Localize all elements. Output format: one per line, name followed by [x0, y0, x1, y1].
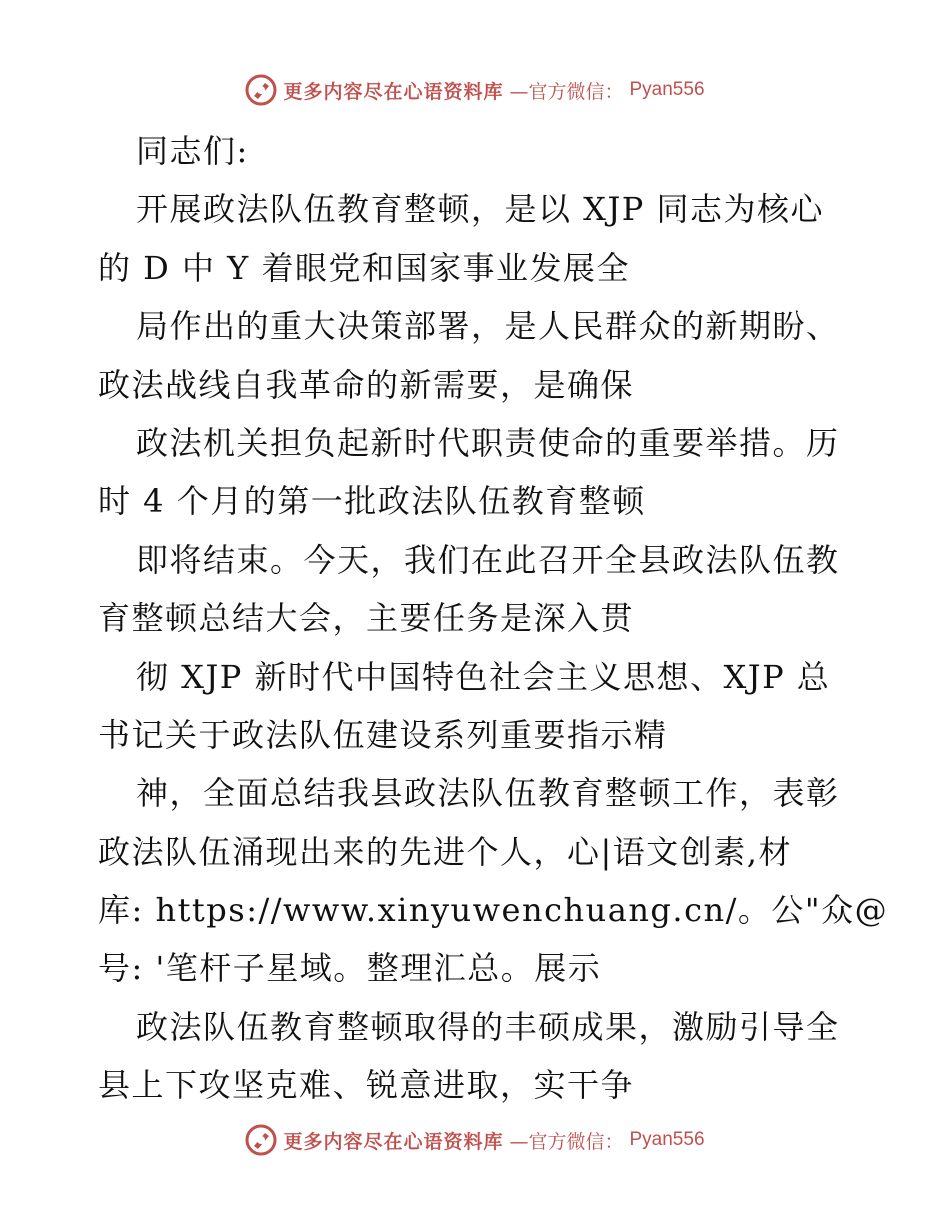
text-line: 同志们: — [136, 132, 249, 170]
watermark-id-text: Pyan556 — [629, 1129, 705, 1150]
watermark-sub-text: —官方微信： — [509, 80, 624, 103]
text-line: 开展政法队伍教育整顿，是以 XJP 同志为核心 — [136, 190, 824, 229]
watermark-sub-text: —官方微信： — [509, 1130, 624, 1153]
text-line: 书记关于政法队伍建设系列重要指示精 — [98, 715, 668, 754]
text-line: 时 4 个月的第一批政法队伍教育整顿 — [98, 482, 646, 521]
watermark-main-text: 更多内容尽在心语资料库 — [283, 1130, 504, 1153]
text-line: 县上下攻坚克难、锐意进取，实干争 — [98, 1066, 635, 1105]
text-line: 即将结束。今天，我们在此召开全县政法队伍教 — [136, 540, 840, 579]
text-line: 库: https://www.xinyuwenchuang.cn/。公"众@ — [98, 891, 889, 930]
document-body — [98, 122, 889, 1115]
logo-icon — [245, 74, 277, 106]
text-line: 的 D 中 Y 着眼党和国家事业发展全 — [98, 248, 630, 287]
text-line: 政法队伍涌现出来的先进个人，心|语文创素,材 — [98, 832, 792, 871]
text-line: 彻 XJP 新时代中国特色社会主义思想、XJP 总 — [136, 657, 831, 696]
text-line: 政法机关担负起新时代职责使命的重要举措。历 — [136, 423, 840, 462]
watermark-main-text: 更多内容尽在心语资料库 — [283, 80, 504, 103]
header-watermark — [0, 74, 950, 106]
text-line: 神，全面总结我县政法队伍教育整顿工作，表彰 — [136, 774, 840, 813]
footer-watermark — [0, 1124, 950, 1156]
text-line: 局作出的重大决策部署，是人民群众的新期盼、 — [136, 307, 840, 346]
text-line: 号: '笔杆子星域。整理汇总。展示 — [98, 949, 602, 988]
text-line: 政法战线自我革命的新需要，是确保 — [98, 365, 635, 404]
text-line: 育整顿总结大会，主要任务是深入贯 — [98, 599, 635, 638]
text-line: 政法队伍教育整顿取得的丰硕成果，激励引导全 — [136, 1007, 840, 1046]
watermark-id-text: Pyan556 — [629, 79, 705, 100]
logo-icon — [245, 1124, 277, 1156]
